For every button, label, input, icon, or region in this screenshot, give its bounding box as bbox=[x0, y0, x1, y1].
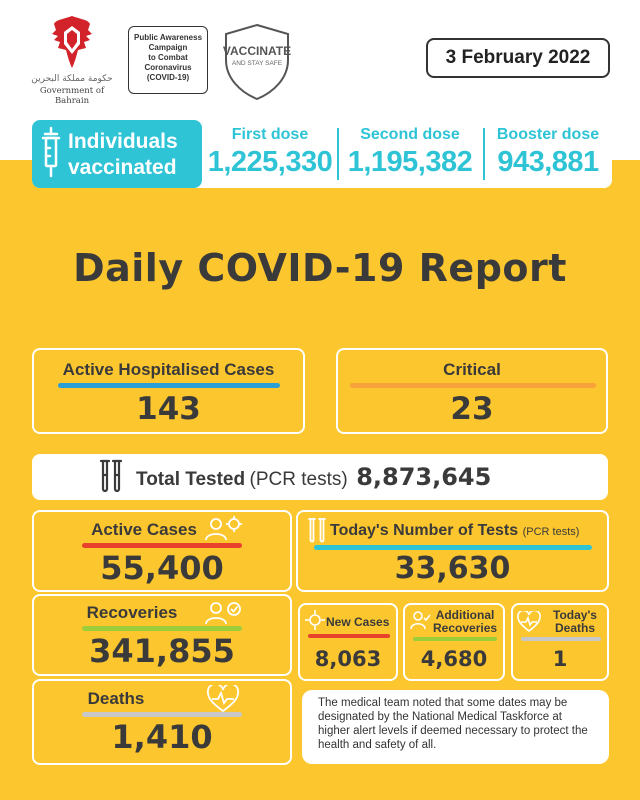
recoveries-value: 341,855 bbox=[89, 632, 235, 670]
heart-pulse-icon bbox=[206, 685, 240, 713]
campaign-line: (COVID-19) bbox=[146, 73, 190, 82]
vaccinated-line1: Individuals bbox=[68, 130, 178, 153]
active-hospitalised-value: 143 bbox=[136, 391, 201, 427]
booster-dose-label: Booster dose bbox=[496, 126, 600, 143]
critical-underline bbox=[350, 383, 596, 388]
additional-recoveries-label bbox=[433, 609, 497, 635]
todays-tests-value: 33,630 bbox=[394, 551, 511, 586]
campaign-line: Campaign bbox=[148, 43, 188, 52]
active-hospitalised-underline bbox=[58, 383, 280, 388]
todays-tests-suffix: (PCR tests) bbox=[522, 526, 580, 538]
active-hospitalised-label: Active Hospitalised Cases bbox=[62, 360, 275, 379]
total-tested-suffix: (PCR tests) bbox=[249, 469, 348, 490]
first-dose-value: 1,225,330 bbox=[207, 146, 333, 178]
campaign-line: Public Awareness bbox=[133, 33, 203, 42]
first-dose-label: First dose bbox=[231, 126, 309, 143]
active-cases-label: Active Cases bbox=[91, 520, 197, 539]
test-tubes-icon bbox=[96, 457, 126, 497]
additional-recoveries-underline bbox=[413, 637, 497, 641]
todays-tests-card bbox=[296, 510, 609, 592]
recoveries-card bbox=[32, 594, 292, 676]
additional-recoveries-line1: Additional bbox=[435, 608, 495, 622]
todays-deaths-value: 1 bbox=[552, 647, 568, 671]
dose-divider bbox=[483, 128, 485, 180]
total-tested-label: Total Tested bbox=[136, 469, 246, 490]
recoveries-label: Recoveries bbox=[86, 603, 178, 622]
campaign-line: to Combat bbox=[148, 53, 188, 62]
first-dose bbox=[206, 122, 334, 186]
second-dose-value: 1,195,382 bbox=[347, 146, 473, 178]
second-dose-label: Second dose bbox=[360, 126, 460, 143]
critical-value: 23 bbox=[450, 391, 494, 427]
booster-dose-value: 943,881 bbox=[497, 146, 599, 178]
active-cases-underline bbox=[82, 543, 242, 548]
todays-tests-text bbox=[330, 522, 579, 540]
deaths-card bbox=[32, 679, 292, 765]
deaths-underline bbox=[82, 712, 242, 717]
todays-tests-underline bbox=[314, 545, 592, 550]
stay-safe-text: AND STAY SAFE bbox=[231, 60, 283, 67]
new-cases-underline bbox=[308, 634, 390, 638]
deaths-value: 1,410 bbox=[111, 718, 213, 756]
virus-person-icon bbox=[204, 516, 244, 542]
booster-dose bbox=[486, 122, 610, 186]
active-hospitalised-card bbox=[32, 348, 305, 434]
vaccinate-text: VACCINATE bbox=[222, 44, 292, 58]
additional-recoveries-card bbox=[403, 603, 505, 681]
todays-tests-label: Today's Number of Tests bbox=[330, 522, 519, 539]
new-cases-card bbox=[298, 603, 398, 681]
todays-deaths-underline bbox=[521, 637, 601, 641]
active-cases-card bbox=[32, 510, 292, 592]
new-cases-value: 8,063 bbox=[314, 647, 382, 671]
report-date: 3 February 2022 bbox=[426, 38, 610, 78]
gov-name: Government of Bahrain bbox=[39, 86, 105, 106]
critical-label: Critical bbox=[443, 360, 501, 379]
todays-deaths-line2: Deaths bbox=[554, 621, 595, 635]
dose-divider bbox=[337, 128, 339, 180]
government-logo bbox=[22, 14, 122, 106]
total-tested-text bbox=[136, 463, 491, 491]
total-tested-value: 8,873,645 bbox=[356, 463, 492, 491]
additional-recoveries-line2: Recoveries bbox=[433, 621, 498, 635]
bahrain-emblem-icon bbox=[50, 14, 94, 70]
recovered-person-icon bbox=[204, 600, 244, 626]
individuals-vaccinated-label bbox=[32, 120, 202, 188]
medical-team-note: The medical team noted that some dates may be designated by the National Medical Taskforce at higher alert levels if deemed necessary to protect the health and safety of all. bbox=[302, 690, 609, 764]
todays-deaths-line1: Today's bbox=[553, 608, 597, 622]
recovered-person-icon bbox=[409, 609, 431, 631]
vaccinate-badge bbox=[218, 22, 296, 102]
vaccinated-line2: vaccinated bbox=[68, 156, 177, 179]
total-tested-bar bbox=[32, 454, 608, 500]
recoveries-underline bbox=[82, 626, 242, 631]
heart-pulse-icon bbox=[517, 611, 541, 633]
todays-deaths-label bbox=[543, 609, 607, 635]
critical-card bbox=[336, 348, 608, 434]
virus-icon bbox=[304, 609, 326, 631]
new-cases-label: New Cases bbox=[326, 615, 390, 629]
second-dose bbox=[340, 122, 480, 186]
page-title: Daily COVID-19 Report bbox=[73, 246, 567, 290]
test-tubes-icon bbox=[306, 516, 328, 546]
additional-recoveries-value: 4,680 bbox=[420, 647, 488, 671]
campaign-badge bbox=[128, 26, 208, 94]
active-cases-value: 55,400 bbox=[100, 549, 224, 587]
todays-deaths-card bbox=[511, 603, 609, 681]
deaths-label: Deaths bbox=[87, 689, 145, 708]
campaign-line: Coronavirus bbox=[144, 63, 192, 72]
syringe-icon bbox=[38, 126, 64, 182]
gov-arabic-name: حكومة مملكة البحرين bbox=[31, 74, 113, 84]
